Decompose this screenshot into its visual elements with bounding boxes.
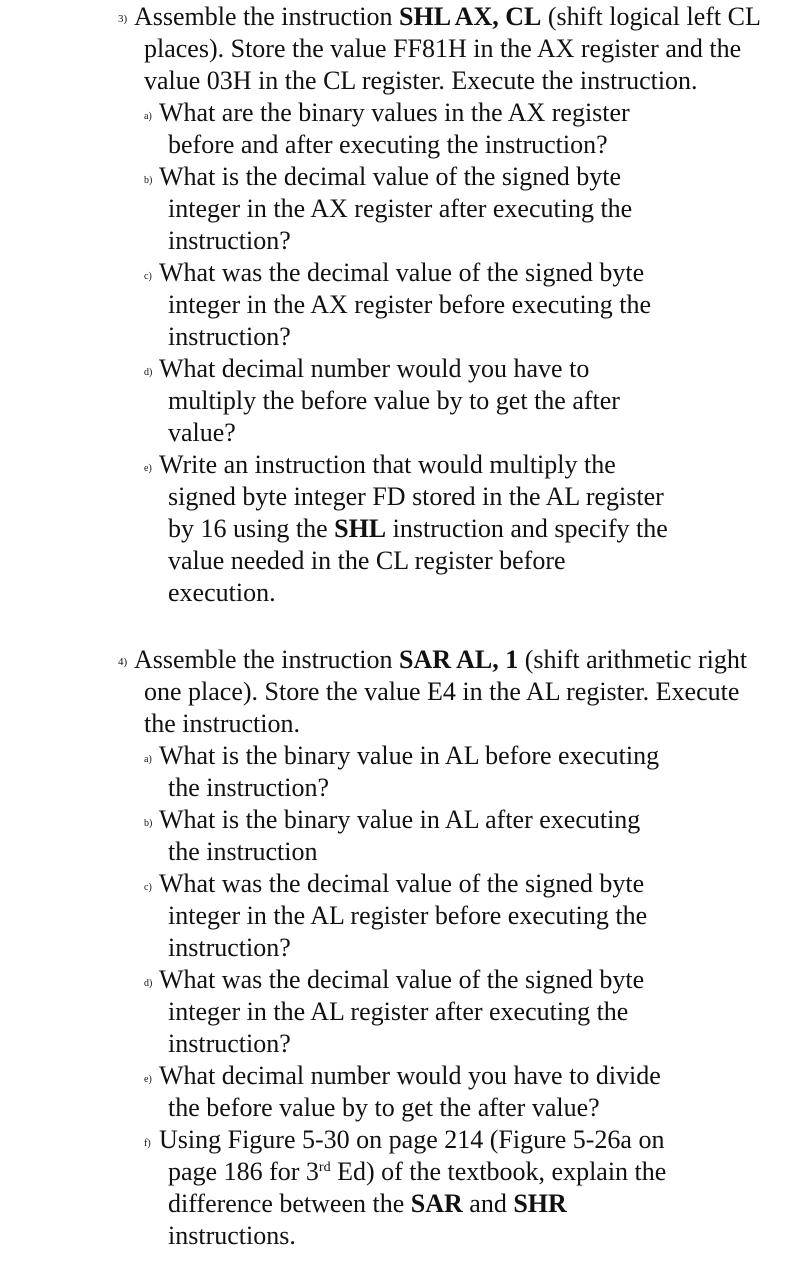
sub-question-text: What are the binary values in the AX register before and after executing the instruction? xyxy=(159,98,630,159)
instruction-bold: SHL AX, CL xyxy=(399,2,542,31)
sub-question-3e xyxy=(144,449,678,609)
sub-question-text: What was the decimal value of the signed byte integer in the AL register after executing the instruction? xyxy=(159,965,645,1058)
instruction-bold: SHL xyxy=(334,514,387,543)
sub-question-4e xyxy=(144,1060,678,1124)
question-text: Assemble the instruction SHL AX, CL (shift logical left CL places). Store the value FF81H in the AX register and the value 03H in the CL register. Execute the instruction. xyxy=(134,2,760,95)
sub-question-label: c) xyxy=(144,271,152,282)
sub-question-label: e) xyxy=(144,1074,152,1085)
sub-question-label: a) xyxy=(144,754,152,765)
question-3 xyxy=(118,1,764,609)
sub-question-list xyxy=(144,97,764,609)
sub-question-3a xyxy=(144,97,678,161)
instruction-bold: SAR AL, 1 xyxy=(399,645,519,674)
sub-question-label: b) xyxy=(144,175,153,186)
sub-question-3b xyxy=(144,161,678,257)
sub-question-label: c) xyxy=(144,882,152,893)
sub-question-text: Write an instruction that would multiply the signed byte integer FD stored in the AL register by 16 using the SHL instruction and specify the value needed in the CL register before execution. xyxy=(159,450,668,607)
sub-question-label: a) xyxy=(144,111,152,122)
sub-question-text: What was the decimal value of the signed byte integer in the AX register before executing the instruction? xyxy=(159,258,651,351)
sub-question-text: What decimal number would you have to divide the before value by to get the after value? xyxy=(159,1061,661,1122)
sub-question-label: f) xyxy=(144,1138,151,1149)
question-text: Assemble the instruction SAR AL, 1 (shift arithmetic right one place). Store the value E4 in the AL register. Execute the instruction. xyxy=(134,645,748,738)
sub-question-3d xyxy=(144,353,678,449)
sub-question-3c xyxy=(144,257,678,353)
sub-question-text: What is the decimal value of the signed byte integer in the AX register after executing the instruction? xyxy=(159,162,633,255)
sub-question-text: What decimal number would you have to multiply the before value by to get the after value? xyxy=(159,354,620,447)
sub-question-4a xyxy=(144,740,678,804)
sub-question-label: d) xyxy=(144,367,153,378)
sub-question-4b xyxy=(144,804,678,868)
sub-question-text: Using Figure 5-30 on page 214 (Figure 5-26a on page 186 for 3rd Ed) of the textbook, explain the difference between the SAR and SHR instructions. xyxy=(159,1125,667,1250)
sub-question-4f xyxy=(144,1124,678,1252)
superscript: rd xyxy=(318,1160,331,1175)
instruction-bold: SAR xyxy=(410,1189,463,1218)
sub-question-list xyxy=(144,740,764,1252)
sub-question-text: What is the binary value in AL before executing the instruction? xyxy=(159,741,660,802)
sub-question-4c xyxy=(144,868,678,964)
sub-question-text: What is the binary value in AL after executing the instruction xyxy=(159,805,641,866)
sub-question-4d xyxy=(144,964,678,1060)
question-number: 4) xyxy=(118,656,128,668)
sub-question-label: d) xyxy=(144,978,153,989)
question-4 xyxy=(118,644,764,1252)
sub-question-label: b) xyxy=(144,818,153,829)
question-number: 3) xyxy=(118,13,128,25)
sub-question-label: e) xyxy=(144,463,152,474)
sub-question-text: What was the decimal value of the signed byte integer in the AL register before executing the instruction? xyxy=(159,869,648,962)
instruction-bold: SHR xyxy=(513,1189,567,1218)
